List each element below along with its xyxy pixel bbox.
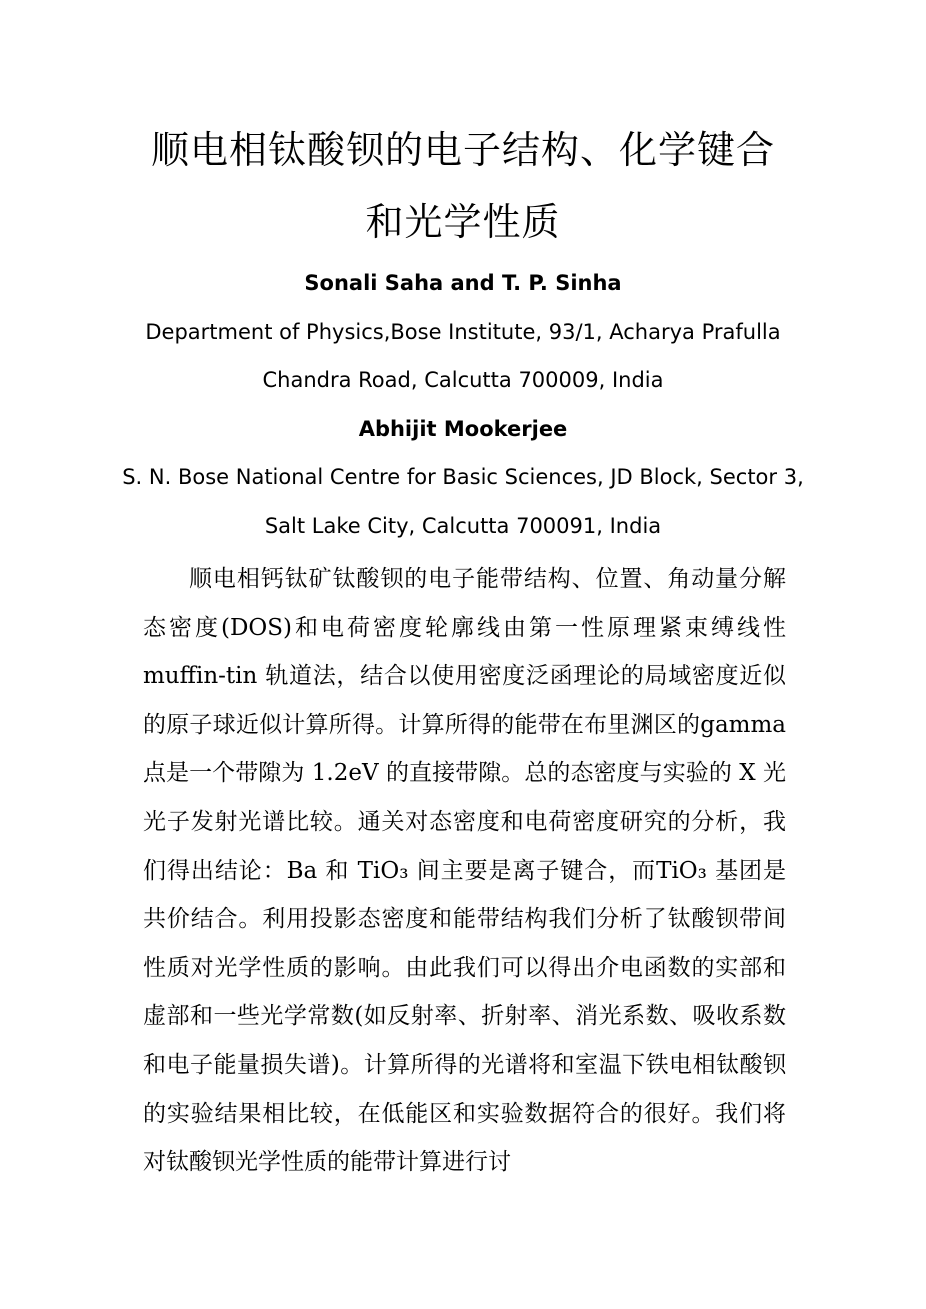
authors-group-2: Abhijit Mookerjee xyxy=(358,417,568,441)
abstract-text: 顺电相钙钛矿钛酸钡的电子能带结构、位置、角动量分解态密度(DOS)和电荷密度轮廓线由第一性原理紧束缚线性muffin-tin 轨道法，结合以使用密度泛函理论的局域密度近似的原子球近似计算所得。计算所得的能带在布里渊区的gamma 点是一个带隙为 1.2eV 的直接带隙。总的态密度与实验的 X 光光子发射光谱比较。通关对态密度和电荷密度研究的分析，我们得出结论：Ba 和 TiO₃ 间主要是离子键合，而TiO₃ 基团是共价结合。利用投影态密度和能带结构我们分析了钛酸钡带间性质对光学性质的影响。由此我们可以得出介电函数的实部和虚部和一些光学常数(如反射率、折射率、消光系数、吸收系数和电子能量损失谱)。计算所得的光谱将和室温下铁电相钛酸钡的实验结果相比较，在低能区和实验数据符合的很好。我们将对钛酸钡光学性质的能带计算进行讨 xyxy=(143,566,786,1176)
affiliation-1-line-2: Chandra Road, Calcutta 700009, India xyxy=(262,368,664,392)
affiliation-1-line-1: Department of Physics,Bose Institute, 93/1, Acharya Prafulla xyxy=(145,320,781,344)
affiliation-2-line-2: Salt Lake City, Calcutta 700091, India xyxy=(264,514,662,538)
paper-title-line-1: 顺电相钛酸钡的电子结构、化学键合 xyxy=(150,128,775,172)
affiliation-2-line-1: S. N. Bose National Centre for Basic Sciences, JD Block, Sector 3, xyxy=(122,465,804,489)
paper-title-line-2: 和光学性质 xyxy=(365,200,561,244)
authors-group-1: Sonali Saha and T. P. Sinha xyxy=(304,271,622,295)
